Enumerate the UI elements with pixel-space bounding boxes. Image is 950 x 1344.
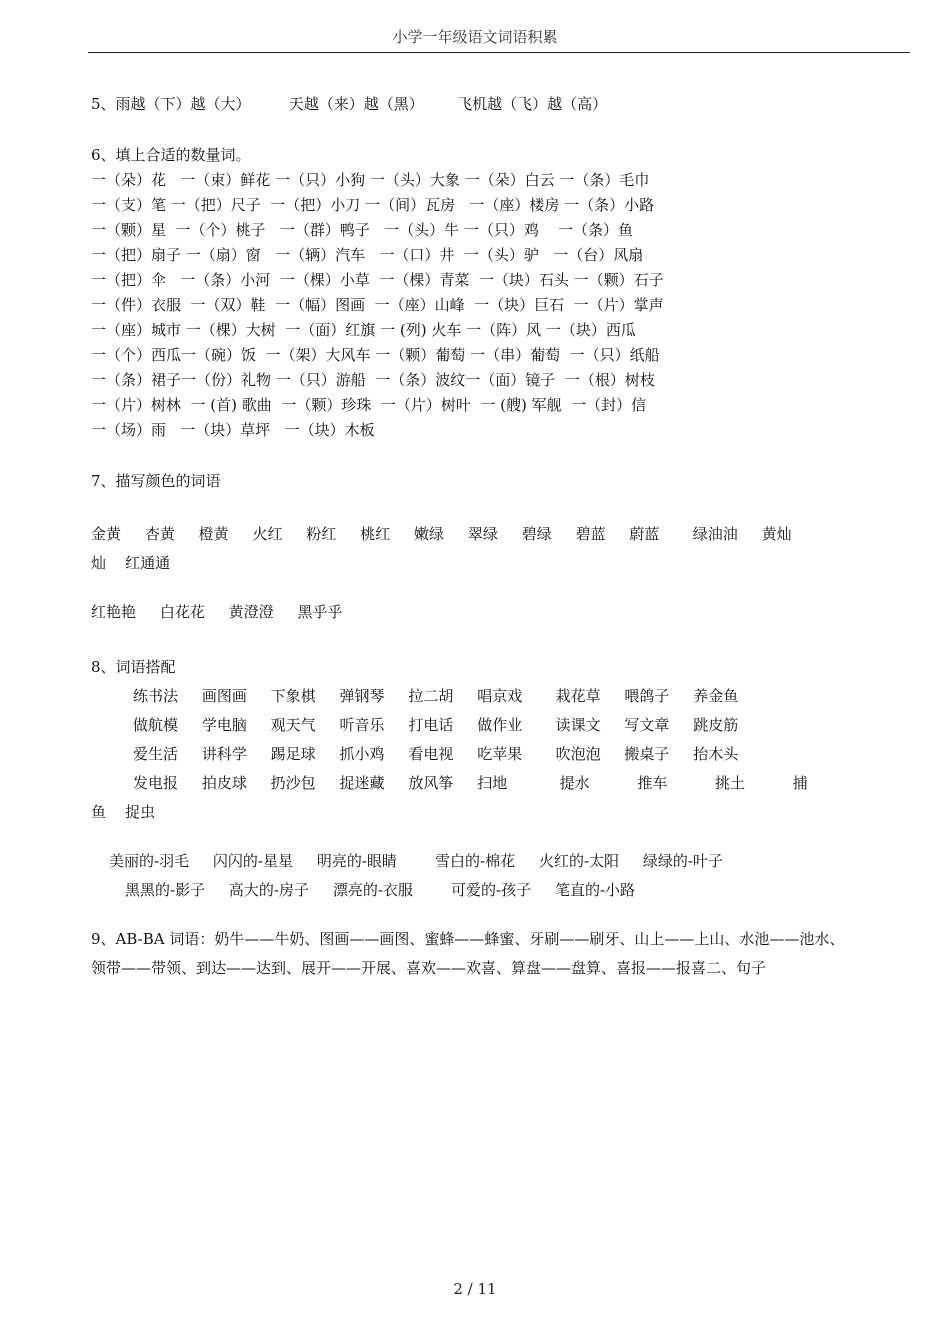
collocation-wrap: 鱼 捉虫 [91, 803, 156, 821]
measure-word-line: 一（场）雨 一（块）草坪 一（块）木板 [91, 421, 375, 439]
section-6-title: 6、填上合适的数量词。 [91, 146, 251, 164]
section-5-line: 5、雨越（下）越（大） 天越（来）越（黑） 飞机越（飞）越（高） [91, 95, 608, 113]
color-words-line: 红艳艳 白花花 黄澄澄 黑乎乎 [91, 603, 343, 621]
section-8-title: 8、词语搭配 [91, 658, 176, 676]
collocation-row: 练书法 画图画 下象棋 弹钢琴 拉二胡 唱京戏 栽花草 喂鸽子 养金鱼 [133, 687, 739, 705]
collocation-row: 爱生活 讲科学 踢足球 抓小鸡 看电视 吃苹果 吹泡泡 搬桌子 抬木头 [133, 745, 739, 763]
page-header-title: 小学一年级语文词语积累 [392, 28, 558, 46]
color-words-line: 灿 红通通 [91, 554, 171, 572]
measure-word-line: 一（颗）星 一（个）桃子 一（群）鸭子 一（头）牛 一（只）鸡 一（条）鱼 [91, 221, 633, 239]
measure-word-line: 一（片）树林 一 (首) 歌曲 一（颗）珍珠 一（片）树叶 一 (艘) 军舰 一（封）信 [91, 396, 647, 414]
collocation-row: 做航模 学电脑 观天气 听音乐 打电话 做作业 读课文 写文章 跳皮筋 [133, 716, 739, 734]
measure-word-line: 一（支）笔 一（把）尺子 一（把）小刀 一（间）瓦房 一（座）楼房 一（条）小路 [91, 196, 655, 214]
header-rule [88, 52, 910, 53]
section-9-line: 领带——带领、到达——达到、展开——开展、喜欢——欢喜、算盘——盘算、喜报——报喜二、句子 [91, 959, 767, 977]
measure-word-line: 一（朵）花 一（束）鲜花 一（只）小狗 一（头）大象 一（朵）白云 一（条）毛巾 [91, 171, 650, 189]
measure-word-line: 一（条）裙子一（份）礼物 一（只）游船 一（条）波纹一（面）镜子 一（根）树枝 [91, 371, 655, 389]
adjective-noun-pairs: 黑黑的-影子 高大的-房子 漂亮的-衣服 可爱的-孩子 笔直的-小路 [125, 881, 636, 899]
collocation-row: 发电报 拍皮球 扔沙包 捉迷藏 放风筝 扫地 提水 推车 挑土 捕 [133, 774, 808, 792]
measure-word-line: 一（把）扇子 一（扇）窗 一（辆）汽车 一（口）井 一（头）驴 一（台）风扇 [91, 246, 644, 264]
measure-word-line: 一（把）伞 一（条）小河 一（棵）小草 一（棵）青菜 一（块）石头 一（颗）石子 [91, 271, 664, 289]
measure-word-line: 一（件）衣服 一（双）鞋 一（幅）图画 一（座）山峰 一（块）巨石 一（片）掌声 [91, 296, 664, 314]
measure-word-line: 一（个）西瓜一（碗）饭 一（架）大风车 一（颗）葡萄 一（串）葡萄 一（只）纸船 [91, 346, 660, 364]
page-number: 2 / 11 [453, 1280, 497, 1298]
section-7-title: 7、描写颜色的词语 [91, 472, 221, 490]
adjective-noun-pairs: 美丽的-羽毛 闪闪的-星星 明亮的-眼睛 雪白的-棉花 火红的-太阳 绿绿的-叶子 [109, 852, 723, 870]
measure-word-line: 一（座）城市 一（棵）大树 一（面）红旗 一 (列) 火车 一（阵）风 一（块）西瓜 [91, 321, 636, 339]
color-words-line: 金黄 杏黄 橙黄 火红 粉红 桃红 嫩绿 翠绿 碧绿 碧蓝 蔚蓝 绿油油 黄灿 [91, 525, 792, 543]
document-body [91, 92, 911, 983]
section-9-line: 9、AB-BA 词语：奶牛——牛奶、图画——画图、蜜蜂——蜂蜜、牙刷——刷牙、山上——上山、水池——池水、 [91, 930, 845, 948]
